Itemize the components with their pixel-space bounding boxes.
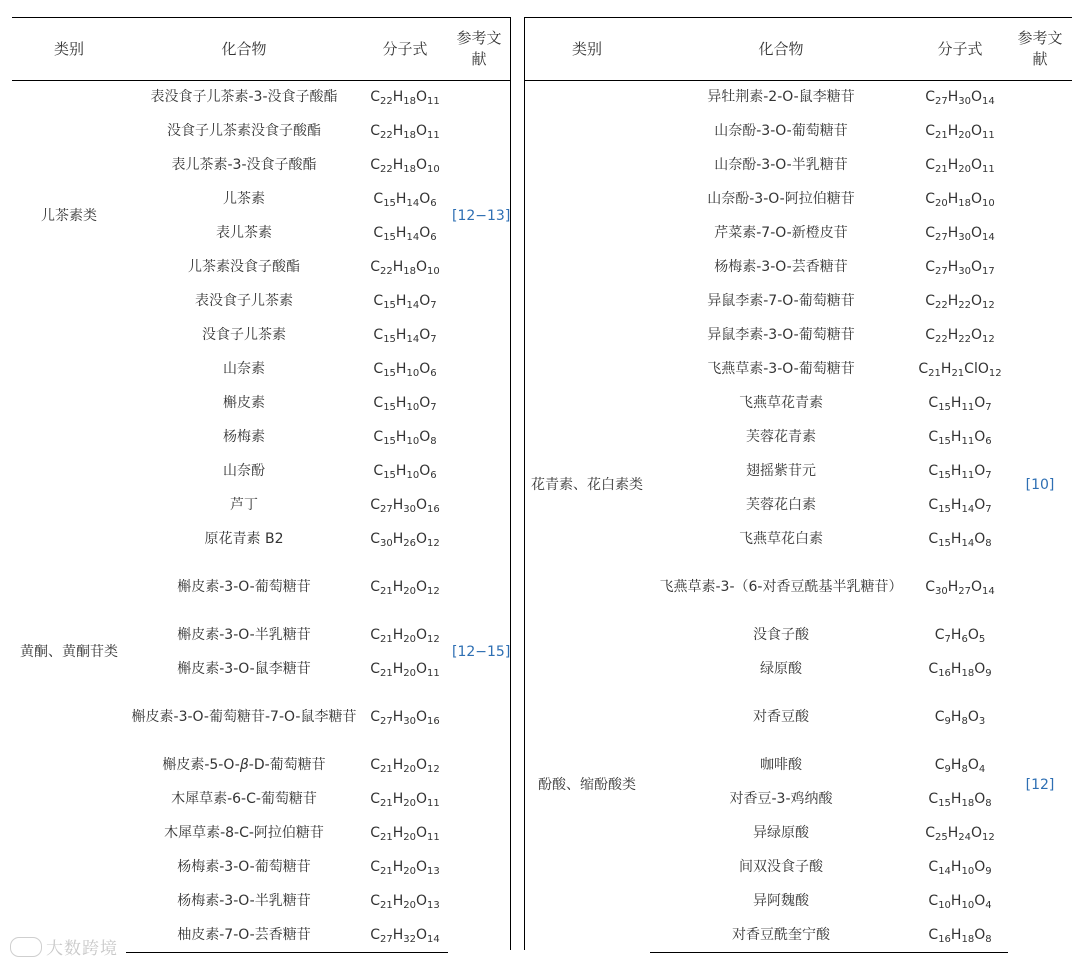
compound-table-left bbox=[12, 17, 510, 953]
header-reference: 参考文献 bbox=[448, 18, 510, 81]
formula-cell: $C_{21}H_{20}O_{12}$ bbox=[370, 579, 440, 597]
reference-link[interactable]: [12−13] bbox=[452, 208, 511, 225]
compound-name-cell: 表儿茶素 bbox=[216, 225, 272, 241]
watermark-logo-icon bbox=[10, 937, 42, 957]
compound-name-cell: 绿原酸 bbox=[760, 661, 802, 677]
header-category: 类别 bbox=[12, 18, 126, 81]
compound-table-right bbox=[524, 17, 1072, 953]
formula-cell: $C_{21}H_{20}O_{11}$ bbox=[370, 791, 440, 809]
reference-link[interactable]: [10] bbox=[1025, 477, 1055, 493]
formula-cell: $C_{27}H_{30}O_{16}$ bbox=[370, 709, 440, 727]
formula-cell: $C_9H_8O_3$ bbox=[934, 709, 986, 727]
compound-name-cell: 对香豆酸 bbox=[753, 709, 809, 725]
compound-name-cell: 山奈酚-3-O-阿拉伯糖苷 bbox=[707, 191, 855, 207]
formula-cell: $C_{27}H_{32}O_{14}$ bbox=[362, 919, 448, 953]
compound-name-cell: 木犀草素-8-C-阿拉伯糖苷 bbox=[164, 825, 324, 841]
compound-name-cell: 对香豆-3-鸡纳酸 bbox=[729, 791, 833, 807]
table-row bbox=[524, 81, 1072, 115]
header-formula: 分子式 bbox=[362, 18, 448, 81]
compound-name-cell: 儿茶素 bbox=[223, 191, 265, 207]
formula-cell: $C_{15}H_{11}O_7$ bbox=[928, 463, 992, 481]
formula-cell: $C_{22}H_{18}O_{11}$ bbox=[370, 89, 440, 108]
compound-name-cell: 飞燕草花青素 bbox=[739, 395, 823, 411]
compound-name-cell: 飞燕草素-3-O-葡萄糖苷 bbox=[707, 361, 855, 377]
compound-name-cell: 杨梅素-3-O-葡萄糖苷 bbox=[177, 859, 311, 875]
formula-cell: $C_{15}H_{18}O_8$ bbox=[928, 791, 992, 809]
formula-cell: $C_{30}H_{26}O_{12}$ bbox=[370, 531, 440, 549]
formula-cell: $C_{15}H_{10}O_6$ bbox=[373, 361, 437, 379]
formula-cell: $C_{21}H_{21}ClO_{12}$ bbox=[918, 361, 1002, 379]
formula-cell: $C_{22}H_{18}O_{10}$ bbox=[370, 157, 440, 175]
formula-cell: $C_9H_8O_4$ bbox=[934, 757, 986, 775]
formula-cell: $C_{27}H_{30}O_{17}$ bbox=[925, 259, 995, 277]
compound-name-cell: 没食子儿茶素没食子酸酯 bbox=[167, 123, 321, 139]
category-cell: 花青素、花白素类 bbox=[531, 477, 643, 493]
compound-name-cell: 芙蓉花青素 bbox=[746, 429, 816, 445]
compound-name-cell: 异绿原酸 bbox=[753, 825, 809, 841]
compound-name-cell: 异牡荆素-2-O-鼠李糖苷 bbox=[707, 89, 855, 106]
compound-name-cell: 山奈素 bbox=[223, 361, 265, 377]
compound-name-cell: 芹菜素-7-O-新橙皮苷 bbox=[714, 225, 848, 241]
formula-cell: $C_{15}H_{10}O_6$ bbox=[373, 463, 437, 481]
formula-cell: $C_{21}H_{20}O_{12}$ bbox=[370, 627, 440, 645]
compound-name-cell: 表儿茶素-3-没食子酸酯 bbox=[171, 157, 317, 173]
compound-name-cell: 木犀草素-6-C-葡萄糖苷 bbox=[171, 791, 317, 807]
formula-cell: $C_{21}H_{20}O_{11}$ bbox=[370, 661, 440, 679]
formula-cell: $C_{21}H_{20}O_{13}$ bbox=[370, 859, 440, 877]
formula-cell: $C_7H_6O_5$ bbox=[934, 627, 986, 645]
formula-cell: $C_{22}H_{18}O_{11}$ bbox=[370, 123, 440, 141]
formula-cell: $C_{30}H_{27}O_{14}$ bbox=[925, 579, 995, 597]
compound-name-cell: 槲皮素-3-O-半乳糖苷 bbox=[177, 627, 311, 643]
formula-cell: $C_{27}H_{30}O_{14}$ bbox=[925, 89, 995, 108]
compound-name-cell: 山奈酚 bbox=[223, 463, 265, 479]
formula-cell: $C_{22}H_{22}O_{12}$ bbox=[925, 293, 995, 311]
compound-name-cell: 原花青素 B2 bbox=[204, 531, 284, 547]
header-reference: 参考文献 bbox=[1008, 18, 1072, 81]
category-cell: 儿茶素类 bbox=[41, 208, 97, 225]
formula-cell: $C_{22}H_{22}O_{12}$ bbox=[925, 327, 995, 345]
formula-cell: $C_{15}H_{11}O_7$ bbox=[928, 395, 992, 413]
compound-name-cell: 杨梅素-3-O-芸香糖苷 bbox=[714, 259, 848, 275]
compound-name-cell: 柚皮素-7-O-芸香糖苷 bbox=[126, 919, 362, 953]
formula-cell: $C_{15}H_{11}O_6$ bbox=[928, 429, 992, 447]
formula-cell: $C_{14}H_{10}O_9$ bbox=[928, 859, 992, 877]
compound-name-cell: 杨梅素 bbox=[223, 429, 265, 445]
header-row bbox=[524, 18, 1072, 81]
compound-name-cell: 异鼠李素-3-O-葡萄糖苷 bbox=[707, 327, 855, 343]
compound-name-cell: 对香豆酰奎宁酸 bbox=[650, 919, 912, 953]
formula-cell: $C_{21}H_{20}O_{11}$ bbox=[925, 157, 995, 175]
formula-cell: $C_{20}H_{18}O_{10}$ bbox=[925, 191, 995, 209]
header-formula: 分子式 bbox=[912, 18, 1008, 81]
formula-cell: $C_{25}H_{24}O_{12}$ bbox=[925, 825, 995, 843]
formula-cell: $C_{16}H_{18}O_9$ bbox=[928, 661, 992, 679]
compound-name-cell: 表没食子儿茶素 bbox=[195, 293, 293, 309]
header-compound: 化合物 bbox=[126, 18, 362, 81]
category-cell: 酚酸、缩酚酸类 bbox=[538, 777, 636, 793]
formula-cell: $C_{15}H_{10}O_8$ bbox=[373, 429, 437, 447]
reference-link[interactable]: [12] bbox=[1025, 777, 1055, 793]
compound-name-cell: 儿茶素没食子酸酯 bbox=[188, 259, 300, 275]
compound-name-cell: 芦丁 bbox=[230, 497, 258, 513]
compound-name-cell: 异阿魏酸 bbox=[753, 893, 809, 909]
table-row bbox=[524, 353, 1072, 387]
reference-link[interactable]: [12−15] bbox=[452, 644, 511, 660]
watermark bbox=[10, 934, 118, 959]
category-cell: 黄酮、黄酮苷类 bbox=[20, 644, 118, 660]
compound-name-cell: 咖啡酸 bbox=[760, 757, 802, 773]
header-category: 类别 bbox=[524, 18, 650, 81]
formula-cell: $C_{21}H_{20}O_{11}$ bbox=[370, 825, 440, 843]
compound-name-cell: 槲皮素-5-O-β-D-葡萄糖苷 bbox=[162, 757, 326, 773]
formula-cell: $C_{27}H_{30}O_{14}$ bbox=[925, 225, 995, 243]
compound-name-cell: 表没食子儿茶素-3-没食子酸酯 bbox=[150, 89, 338, 106]
formula-cell: $C_{15}H_{14}O_6$ bbox=[373, 225, 437, 243]
header-compound: 化合物 bbox=[650, 18, 912, 81]
compound-name-cell: 异鼠李素-7-O-葡萄糖苷 bbox=[707, 293, 855, 309]
formula-cell: $C_{10}H_{10}O_4$ bbox=[928, 893, 992, 911]
table-row bbox=[12, 81, 510, 115]
formula-cell: $C_{27}H_{30}O_{16}$ bbox=[370, 497, 440, 515]
compound-name-cell: 杨梅素-3-O-半乳糖苷 bbox=[177, 893, 311, 909]
formula-cell: $C_{15}H_{14}O_8$ bbox=[928, 531, 992, 549]
table-row bbox=[12, 353, 510, 387]
compound-name-cell: 间双没食子酸 bbox=[739, 859, 823, 875]
compound-name-cell: 飞燕草素-3-（6-对香豆酰基半乳糖苷） bbox=[659, 579, 903, 595]
category-cell bbox=[524, 81, 650, 353]
compound-name-cell: 山奈酚-3-O-半乳糖苷 bbox=[714, 157, 848, 173]
formula-cell: $C_{15}H_{14}O_6$ bbox=[373, 191, 437, 209]
formula-cell: $C_{21}H_{20}O_{13}$ bbox=[370, 893, 440, 911]
compound-name-cell: 山奈酚-3-O-葡萄糖苷 bbox=[714, 123, 848, 139]
header-row bbox=[12, 18, 510, 81]
reference-link bbox=[1008, 81, 1072, 353]
compound-name-cell: 没食子酸 bbox=[753, 627, 809, 643]
formula-cell: $C_{21}H_{20}O_{11}$ bbox=[925, 123, 995, 141]
formula-cell: $C_{21}H_{20}O_{12}$ bbox=[370, 757, 440, 775]
formula-cell: $C_{15}H_{10}O_7$ bbox=[373, 395, 437, 413]
formula-cell: $C_{15}H_{14}O_7$ bbox=[373, 327, 437, 345]
table-row bbox=[524, 619, 1072, 653]
compound-name-cell: 芙蓉花白素 bbox=[746, 497, 816, 513]
formula-cell: $C_{15}H_{14}O_7$ bbox=[928, 497, 992, 515]
watermark-text: 大数跨境 bbox=[46, 939, 118, 959]
column-divider bbox=[510, 17, 511, 950]
compound-name-cell: 飞燕草花白素 bbox=[739, 531, 823, 547]
compound-name-cell: 槲皮素-3-O-葡萄糖苷-7-O-鼠李糖苷 bbox=[131, 709, 357, 725]
compound-name-cell: 槲皮素 bbox=[223, 395, 265, 411]
formula-cell: $C_{15}H_{14}O_7$ bbox=[373, 293, 437, 311]
formula-cell: $C_{22}H_{18}O_{10}$ bbox=[370, 259, 440, 277]
compound-name-cell: 槲皮素-3-O-葡萄糖苷 bbox=[177, 579, 311, 595]
formula-cell: $C_{16}H_{18}O_8$ bbox=[912, 919, 1008, 953]
compound-name-cell: 翅摇紫苷元 bbox=[746, 463, 816, 479]
compound-name-cell: 槲皮素-3-O-鼠李糖苷 bbox=[177, 661, 311, 677]
compound-name-cell: 没食子儿茶素 bbox=[202, 327, 286, 343]
